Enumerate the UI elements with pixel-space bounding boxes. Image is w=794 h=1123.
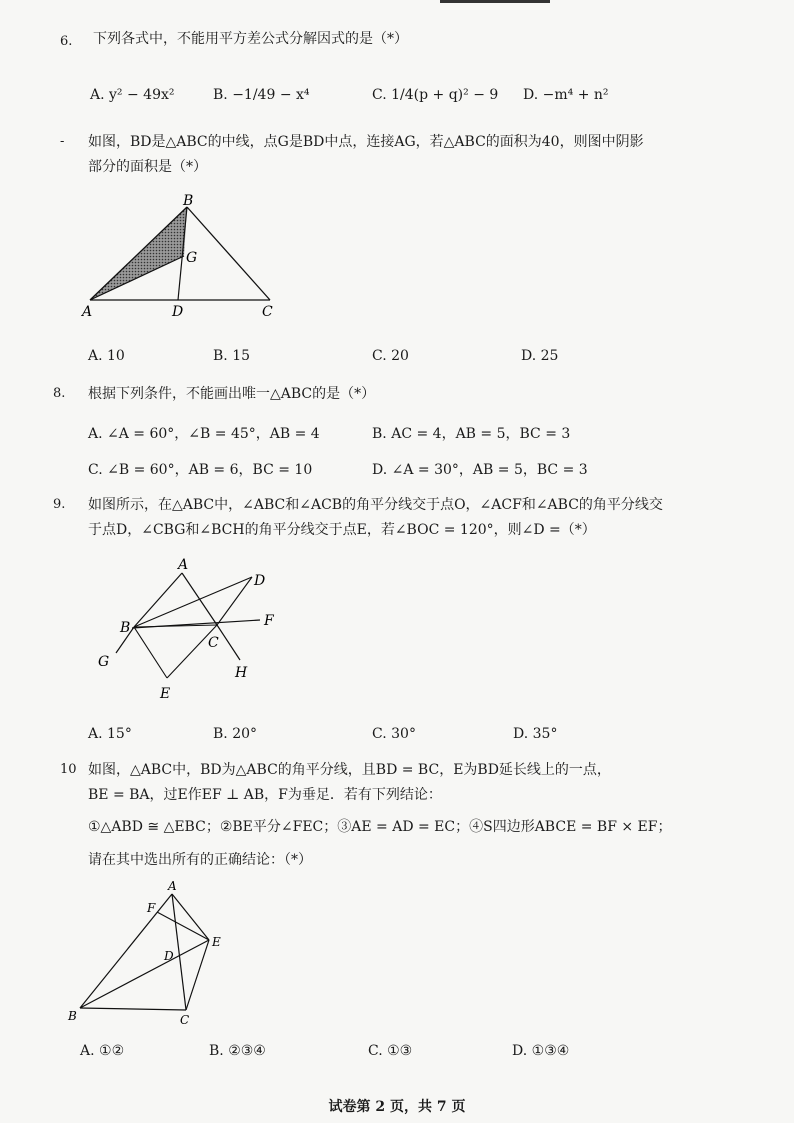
q9-label-f: F: [264, 613, 274, 629]
q10-side-ab: [80, 894, 172, 1008]
q10-label-c: C: [180, 1013, 190, 1027]
q10-label-d: D: [164, 949, 174, 963]
q10-label-a: A: [168, 879, 177, 893]
q9-label-a: A: [178, 557, 189, 573]
q9-ray-ch: [217, 625, 240, 660]
q9-stem-line2: 于点D，∠CBG和∠BCH的角平分线交于点E，若∠BOC = 120°，则∠D =（*）: [88, 522, 596, 538]
q10-segment-ac: [172, 894, 186, 1010]
q10-side-ae: [172, 894, 209, 940]
q10-stem-line3: ①△ABD ≅ △EBC；②BE平分∠FEC；③AE = AD = EC；④S四边形ABCE = BF × EF；: [88, 819, 672, 835]
q9-label-b: B: [120, 620, 131, 636]
q8-option-a[interactable]: A. ∠A = 60°，∠B = 45°，AB = 4: [88, 426, 320, 442]
q7-label-a: A: [82, 304, 93, 320]
q10-option-c[interactable]: C. ①③: [368, 1043, 413, 1059]
scan-mark: [440, 0, 550, 3]
q6-number: 6.: [60, 34, 73, 49]
q9-label-h: H: [235, 665, 248, 681]
q10-label-b: B: [68, 1009, 77, 1023]
q9-option-d[interactable]: D. 35°: [513, 726, 558, 742]
q9-side-ab: [134, 573, 182, 627]
q8-option-b[interactable]: B. AC = 4，AB = 5，BC = 3: [372, 426, 571, 442]
q7-label-d: D: [172, 304, 184, 320]
q8-number: 8.: [53, 386, 66, 401]
q6-option-b[interactable]: B. −1/49 − x⁴: [213, 87, 310, 103]
q9-label-g: G: [98, 654, 110, 670]
q10-option-d[interactable]: D. ①③④: [512, 1043, 570, 1059]
q10-label-e: E: [212, 935, 221, 949]
q9-bisector-figure: [92, 555, 292, 705]
q9-segment-ce: [167, 625, 217, 678]
q8-option-d[interactable]: D. ∠A = 30°，AB = 5，BC = 3: [372, 462, 588, 478]
q6-option-c[interactable]: C. 1/4(p + q)² − 9: [372, 87, 499, 103]
q9-option-b[interactable]: B. 20°: [213, 726, 258, 742]
q8-option-c[interactable]: C. ∠B = 60°，AB = 6，BC = 10: [88, 462, 313, 478]
q9-option-c[interactable]: C. 30°: [372, 726, 416, 742]
q10-stem-line2: BE = BA，过E作EF ⊥ AB，F为垂足．若有下列结论：: [88, 787, 442, 803]
q6-option-a[interactable]: A. y² − 49x²: [90, 87, 175, 103]
q9-number: 9.: [53, 497, 66, 512]
q6-option-d[interactable]: D. −m⁴ + n²: [523, 87, 609, 103]
q7-number: -: [60, 134, 65, 149]
q7-option-c[interactable]: C. 20: [372, 348, 409, 364]
q9-label-c: C: [208, 635, 219, 651]
q10-option-a[interactable]: A. ①②: [80, 1043, 125, 1059]
q7-triangle-figure: [80, 195, 290, 320]
q7-label-b: B: [183, 193, 194, 209]
q7-option-d[interactable]: D. 25: [521, 348, 559, 364]
q10-side-bc: [80, 1008, 186, 1010]
q10-option-b[interactable]: B. ②③④: [209, 1043, 266, 1059]
q10-quadrilateral-figure: [62, 879, 232, 1027]
q7-stem-line2: 部分的面积是（*）: [88, 159, 207, 175]
q6-stem: 下列各式中，不能用平方差公式分解因式的是（*）: [93, 31, 408, 47]
q9-segment-be: [134, 627, 167, 678]
q7-label-g: G: [186, 250, 198, 266]
q9-option-a[interactable]: A. 15°: [88, 726, 132, 742]
q7-label-c: C: [262, 304, 273, 320]
q10-label-f: F: [147, 901, 156, 915]
q9-label-d: D: [254, 573, 266, 589]
page-footer: 试卷第 2 页，共 7 页: [328, 1099, 466, 1115]
q10-stem-line4: 请在其中选出所有的正确结论：（*）: [88, 852, 312, 868]
q9-label-e: E: [160, 686, 171, 702]
q10-number: 10: [60, 762, 77, 777]
q7-option-b[interactable]: B. 15: [213, 348, 251, 364]
q9-stem-line1: 如图所示，在△ABC中，∠ABC和∠ACB的角平分线交于点O，∠ACF和∠ABC的角平分线交: [88, 497, 663, 513]
q7-option-a[interactable]: A. 10: [88, 348, 125, 364]
q7-stem-line1: 如图，BD是△ABC的中线，点G是BD中点，连接AG，若△ABC的面积为40，则图中阴影: [88, 134, 644, 150]
q7-side-bc: [187, 207, 270, 300]
q10-stem-line1: 如图，△ABC中，BD为△ABC的角平分线，且BD = BC，E为BD延长线上的一点，: [88, 762, 611, 778]
q10-segment-fe: [157, 912, 209, 940]
q8-stem: 根据下列条件，不能画出唯一△ABC的是（*）: [88, 386, 376, 402]
